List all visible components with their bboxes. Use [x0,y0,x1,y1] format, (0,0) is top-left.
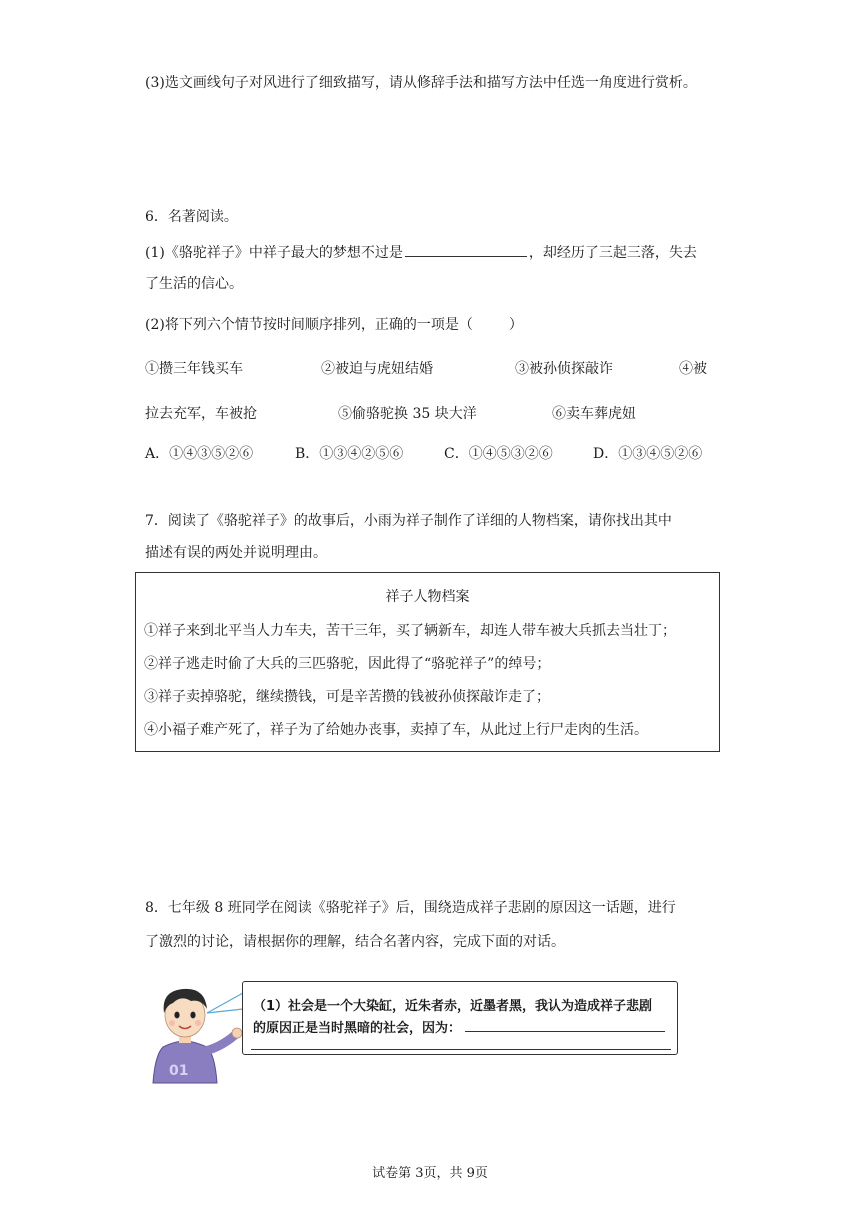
q6-sub2 [145,315,523,335]
q8-line1: 8．七年级 8 班同学在阅读《骆驼祥子》后，围绕造成祥子悲剧的原因这一话题，进行 [145,900,676,916]
profile-title: 祥子人物档案 [385,589,470,605]
page-footer: 试卷第 3页，共 9页 [372,1166,488,1181]
q7-line2: 描述有误的两处并说明理由。 [145,545,327,561]
svg-text:01: 01 [169,1063,189,1079]
speech-answer-blank-2[interactable] [251,1049,671,1050]
q6-option-c[interactable]: C．①④⑤③②⑥ [444,446,553,462]
speech-bubble [242,981,678,1055]
q6-sub1-text-b: ，却经历了三起三落，失去 [528,245,697,261]
q6-event: ④被 [679,361,707,377]
q7-line1: 7．阅读了《骆驼祥子》的故事后，小雨为祥子制作了详细的人物档案，请你找出其中 [145,513,672,529]
q6-option-d[interactable]: D．①③④⑤②⑥ [593,446,703,462]
speech-line2 [253,1017,665,1036]
speech-answer-blank-1[interactable] [465,1018,665,1032]
q6-event: ③被孙侦探敲诈 [515,361,613,377]
dialog-illustration [145,975,685,1087]
profile-item: ④小福子难产死了，祥子为了给她办丧事，卖掉了车，从此过上行尸走肉的生活。 [144,722,648,738]
q5-sub3: (3)选文画线句子对风进行了细致描写，请从修辞手法和描写方法中任选一角度进行赏析。 [145,75,697,91]
speech-pointer [205,989,245,1029]
q6-event: ⑥卖车葬虎妞 [552,406,636,422]
profile-item: ②祥子逃走时偷了大兵的三匹骆驼，因此得了“骆驼祥子”的绰号； [144,656,551,672]
q6-option-a[interactable]: A．①④③⑤②⑥ [145,446,254,462]
q6-sub1-answer-blank[interactable] [405,242,527,257]
speech-line1: （1）社会是一个大染缸，近朱者赤，近墨者黑，我认为造成祥子悲剧 [253,999,653,1014]
q6-sub1-text-a: (1)《骆驼祥子》中祥子最大的梦想不过是 [145,245,403,261]
q6-heading: 6．名著阅读。 [145,209,238,225]
q6-event: ②被迫与虎妞结婚 [321,361,433,377]
q6-event: ⑤偷骆驼换 35 块大洋 [338,406,477,422]
q6-event: 拉去充军，车被抢 [145,406,257,422]
q8-line2: 了激烈的讨论，请根据你的理解，结合名著内容，完成下面的对话。 [145,934,565,950]
profile-box [135,572,720,752]
q6-sub1-line2: 了生活的信心。 [145,276,243,292]
speech-line2-text: 的原因正是当时黑暗的社会，因为： [253,1021,462,1036]
q6-event: ①攒三年钱买车 [145,361,243,377]
profile-item: ①祥子来到北平当人力车夫，苦干三年，买了辆新车，却连人带车被大兵抓去当壮丁； [144,623,676,639]
q6-option-b[interactable]: B．①③④②⑤⑥ [295,446,404,462]
profile-item: ③祥子卖掉骆驼，继续攒钱，可是辛苦攒的钱被孙侦探敲诈走了； [144,689,550,705]
q6-sub1 [145,242,697,263]
q6-sub2-text-a: (2)将下列六个情节按时间顺序排列，正确的一项是（ [145,317,473,333]
q6-sub2-text-b: ） [508,317,523,333]
